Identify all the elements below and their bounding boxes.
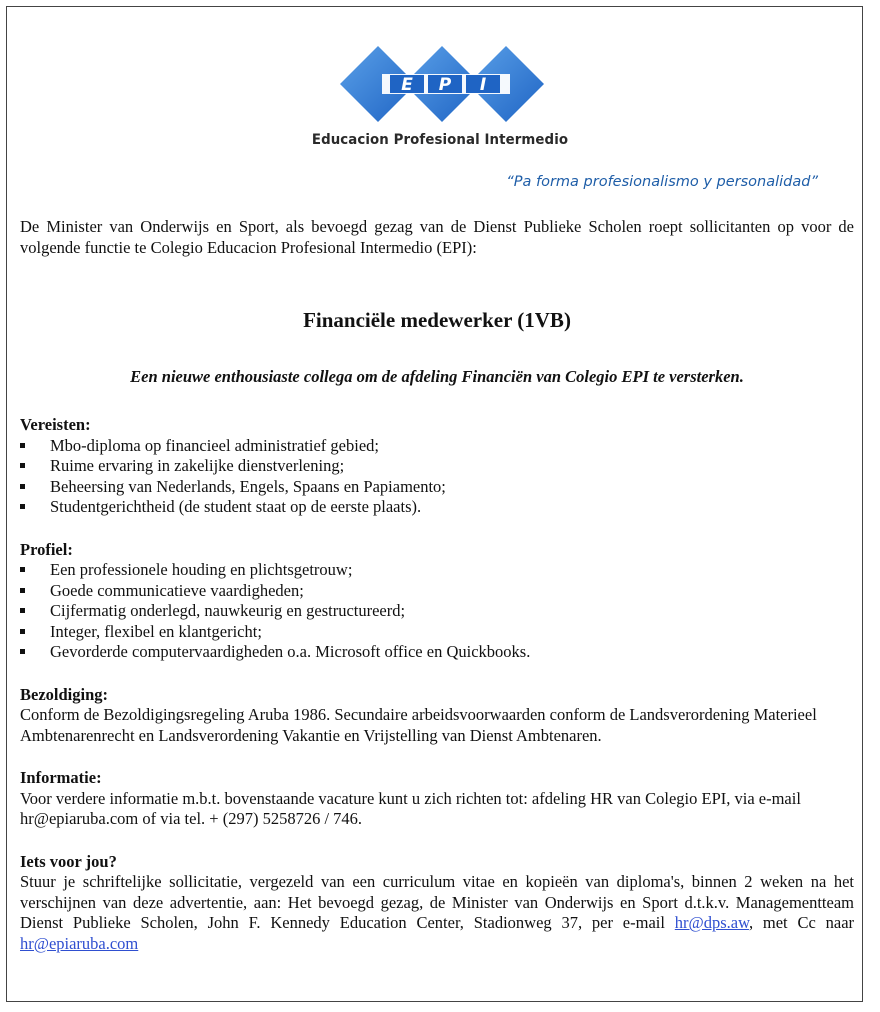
requirements-heading: Vereisten: xyxy=(20,415,91,434)
bullet-icon xyxy=(20,484,25,489)
bullet-icon xyxy=(20,504,25,509)
vacancy-content xyxy=(20,217,854,954)
apply-text: Stuur je schriftelijke sollicitatie, vergezeld van een curriculum vitae en kopieën van diploma's, binnen 2 weken na het verschijnen van deze advertentie, aan: Het bevoegd gezag, de Minister van Onderwijs en Sport d.t.k.v. Managementteam Dienst Publieke Scholen, John F. Kennedy Education Center, Stadionweg 37, per e-mail hr@dps.aw, met Cc naar hr@epiaruba.com xyxy=(20,872,855,953)
bullet-icon xyxy=(20,567,25,572)
requirements-list xyxy=(20,436,854,518)
list-item: Een professionele houding en plichtsgetrouw; xyxy=(20,560,854,581)
info-text: Voor verdere informatie m.b.t. bovenstaande vacature kunt u zich richten tot: afdeling HR van Colegio EPI, via e-mail hr@epiaruba.com of via tel. + (297) 5258726 / 746. xyxy=(20,788,801,828)
email-link-dps[interactable]: hr@dps.aw xyxy=(674,913,749,932)
profile-heading: Profiel: xyxy=(20,539,73,559)
bullet-icon xyxy=(20,463,25,468)
list-item: Cijfermatig onderlegd, nauwkeurig en gestructureerd; xyxy=(20,601,854,622)
job-subtitle: Een nieuwe enthousiaste collega om de afdeling Financiën van Colegio EPI te versterken. xyxy=(130,366,744,386)
logo-letter-e: E xyxy=(401,75,413,95)
bullet-icon xyxy=(20,443,25,448)
bullet-icon xyxy=(20,588,25,593)
list-item: Gevorderde computervaardigheden o.a. Microsoft office en Quickbooks. xyxy=(20,642,854,663)
profile-list xyxy=(20,560,854,663)
email-link-epi[interactable]: hr@epiaruba.com xyxy=(20,933,139,953)
salary-heading: Bezoldiging: xyxy=(20,684,109,704)
apply-heading: Iets voor jou? xyxy=(20,851,117,871)
bullet-icon xyxy=(20,608,25,613)
epi-logo xyxy=(0,0,880,160)
list-item: Studentgerichtheid (de student staat op de eerste plaats). xyxy=(20,497,854,518)
list-item: Beheersing van Nederlands, Engels, Spaans en Papiamento; xyxy=(20,477,854,498)
logo-letter-i: I xyxy=(479,75,487,95)
list-item: Integer, flexibel en klantgericht; xyxy=(20,622,854,643)
slogan: “Pa forma profesionalismo y personalidad” xyxy=(506,174,818,190)
logo-letter-p: P xyxy=(438,75,452,95)
list-item: Ruime ervaring in zakelijke dienstverlening; xyxy=(20,456,854,477)
salary-text: Conform de Bezoldigingsregeling Aruba 1986. Secundaire arbeidsvoorwaarden conform de Landsverordening Materieel Ambtenarenrecht en Landsverordening Vakantie en Vrijstelling van Dienst Ambtenaren. xyxy=(20,705,817,745)
bullet-icon xyxy=(20,649,25,654)
intro-text: De Minister van Onderwijs en Sport, als bevoegd gezag van de Dienst Publieke Scholen roept sollicitanten op voor de volgende functie te Colegio Educacion Profesional Intermedio (EPI): xyxy=(20,217,854,257)
list-item: Goede communicatieve vaardigheden; xyxy=(20,581,854,602)
brand-name: Educacion Profesional Intermedio xyxy=(311,132,569,148)
list-item: Mbo-diploma op financieel administratief gebied; xyxy=(20,436,854,457)
bullet-icon xyxy=(20,629,25,634)
epi-diamond-logo xyxy=(330,44,554,124)
job-title: Financiële medewerker (1VB) xyxy=(303,308,571,332)
info-heading: Informatie: xyxy=(20,768,102,787)
